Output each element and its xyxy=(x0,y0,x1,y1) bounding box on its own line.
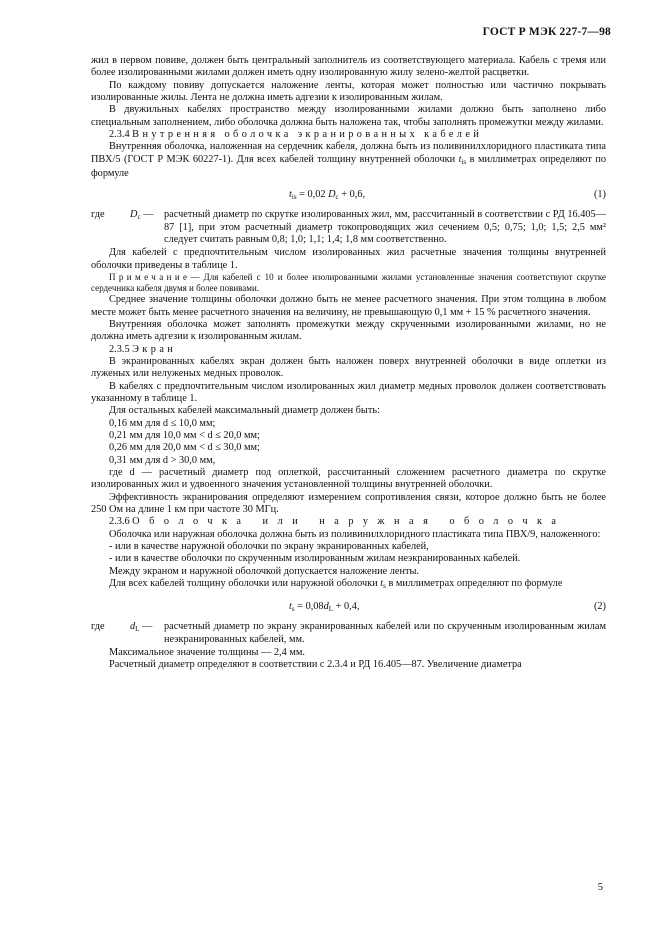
section-heading-2-3-4: 2.3.4 Внутренняя оболочка экранированных кабелей xyxy=(109,129,483,141)
formula-2 xyxy=(91,595,606,619)
body-text xyxy=(91,55,606,672)
formula-2-number: (2) xyxy=(593,601,606,613)
formula-2-expression: $t_s = 0,08d_L + 0,4$, xyxy=(289,601,360,614)
list-item: - или в качестве наружной оболочки по экрану экранированных кабелей, xyxy=(109,541,429,553)
where-label: где xyxy=(91,209,105,221)
list-item: 0,26 мм для 20,0 мм < d ≤ 30,0 мм; xyxy=(109,442,260,454)
formula-1-expression: $t_{is} = 0,02$ $D_c + 0,6$, xyxy=(289,189,366,202)
document-header: ГОСТ Р МЭК 227-7—98 xyxy=(482,26,611,38)
paragraph: Внутренняя оболочка может заполнять промежутки между скрученными изолированными жилами, но не должна иметь адгезии к изолированным жилам. xyxy=(91,318,606,343)
paragraph: Для остальных кабелей максимальный диаметр должен быть: xyxy=(109,405,380,417)
where-definition: расчетный диаметр по скрутке изолированных жил, мм, рассчитанный в соответствии с РД 16.405—87 [1], при этом расчетный диаметр токопроводящих жил сечением 0,5; 0,75; 1,0; 1,5; 2,5 мм² следует считать равным 0,8; 1,0; 1,1; 1,4; 1,8 мм соответственно. xyxy=(164,209,606,246)
paragraph: Между экраном и наружной оболочкой допускается наложение ленты. xyxy=(109,565,419,577)
list-item: 0,21 мм для 10,0 мм < d ≤ 20,0 мм; xyxy=(109,429,260,441)
formula-1 xyxy=(91,183,606,207)
paragraph: где d — расчетный диаметр под оплеткой, рассчитанный сложением расчетного диаметра по скрутке изолированных жил и удвоенного значения установленной толщины внутренней оболочки. xyxy=(91,466,606,491)
where-clause-2 xyxy=(91,621,606,646)
list-item: 0,31 мм для d > 30,0 мм, xyxy=(109,454,216,466)
paragraph: Оболочка или наружная оболочка должна быть из поливинилхлоридного пластиката типа ПВХ/9, наложенного: xyxy=(109,528,601,540)
page-number: 5 xyxy=(597,882,603,893)
paragraph: Расчетный диаметр определяют в соответствии с 2.3.4 и РД 16.405—87. Увеличение диаметра xyxy=(109,659,522,671)
where-clause-1 xyxy=(91,209,606,246)
paragraph: Эффективность экранирования определяют измерением сопротивления связи, которое должно быть не более 250 Ом на длине 1 км при частоте 30 МГц. xyxy=(91,491,606,515)
paragraph: В кабелях с предпочтительным числом изолированных жил диаметр медных проволок должен соответствовать указанному в таблице 1. xyxy=(91,380,606,404)
where-variable: $d_L$ — xyxy=(130,621,153,634)
paragraph: Среднее значение толщины оболочки должно быть не менее расчетного значения. При этом толщина в любом месте может быть менее расчетного значения на величину, не превышающую 0,1 мм + 15 % расчетного значения. xyxy=(91,294,606,318)
paragraph: В экранированных кабелях экран должен быть наложен поверх внутренней оболочки в виде оплетки из луженых или нелуженых медных проволок. xyxy=(91,355,606,380)
where-variable: $D_c$ — xyxy=(130,209,154,222)
list-item: 0,16 мм для d ≤ 10,0 мм; xyxy=(109,417,216,429)
paragraph: жил в первом повиве, должен быть центральный заполнитель из соответствующего материала. Кабель с тремя или более изолированными жилами должен иметь одну изолированную жилу зелено-желтой расцветки. xyxy=(91,55,606,79)
section-heading-2-3-6: 2.3.6 Оболочка или наружная оболочка xyxy=(109,516,566,528)
where-definition: расчетный диаметр по экрану экранированных кабелей или по скрученным изолированным жилам неэкранированных кабелей, мм. xyxy=(164,621,606,645)
note: Примечание— Для кабелей с 10 и более изолированными жилами установленные значения соответствуют скрутке сердечника кабеля двумя и более повивами. xyxy=(91,272,606,294)
section-heading-2-3-5: 2.3.5 Экран xyxy=(109,343,177,355)
where-label: где xyxy=(91,621,105,633)
paragraph: Для кабелей с предпочтительным числом изолированных жил расчетные значения толщины внутренней оболочки приведены в таблице 1. xyxy=(91,247,606,271)
paragraph: Максимальное значение толщины — 2,4 мм. xyxy=(109,647,305,659)
list-item: - или в качестве оболочки по скрученным изолированным жилам неэкранированных кабелей. xyxy=(109,553,521,565)
paragraph: Для всех кабелей толщину оболочки или наружной оболочки $t_s$ в миллиметрах определяют по формуле xyxy=(109,578,563,591)
paragraph: Внутренняя оболочка, наложенная на сердечник кабеля, должна быть из поливинилхлоридного пластиката типа ПВХ/5 (ГОСТ Р МЭК 60227-1). Для всех кабелей толщину внутренней оболочки $t_{is}$ в миллиметрах определяют по формуле xyxy=(91,141,607,180)
formula-1-number: (1) xyxy=(593,189,606,201)
paragraph: По каждому повиву допускается наложение ленты, которая может полностью или частично покрывать изолированные жилы. Лента не должна иметь адгезии к изолированным жилам. xyxy=(91,79,606,104)
paragraph: В двужильных кабелях пространство между изолированными жилами должно быть заполнено либо специальным заполнением, либо оболочка должна быть наложена так, чтобы заполнять промежутки между жилами. xyxy=(91,104,606,128)
